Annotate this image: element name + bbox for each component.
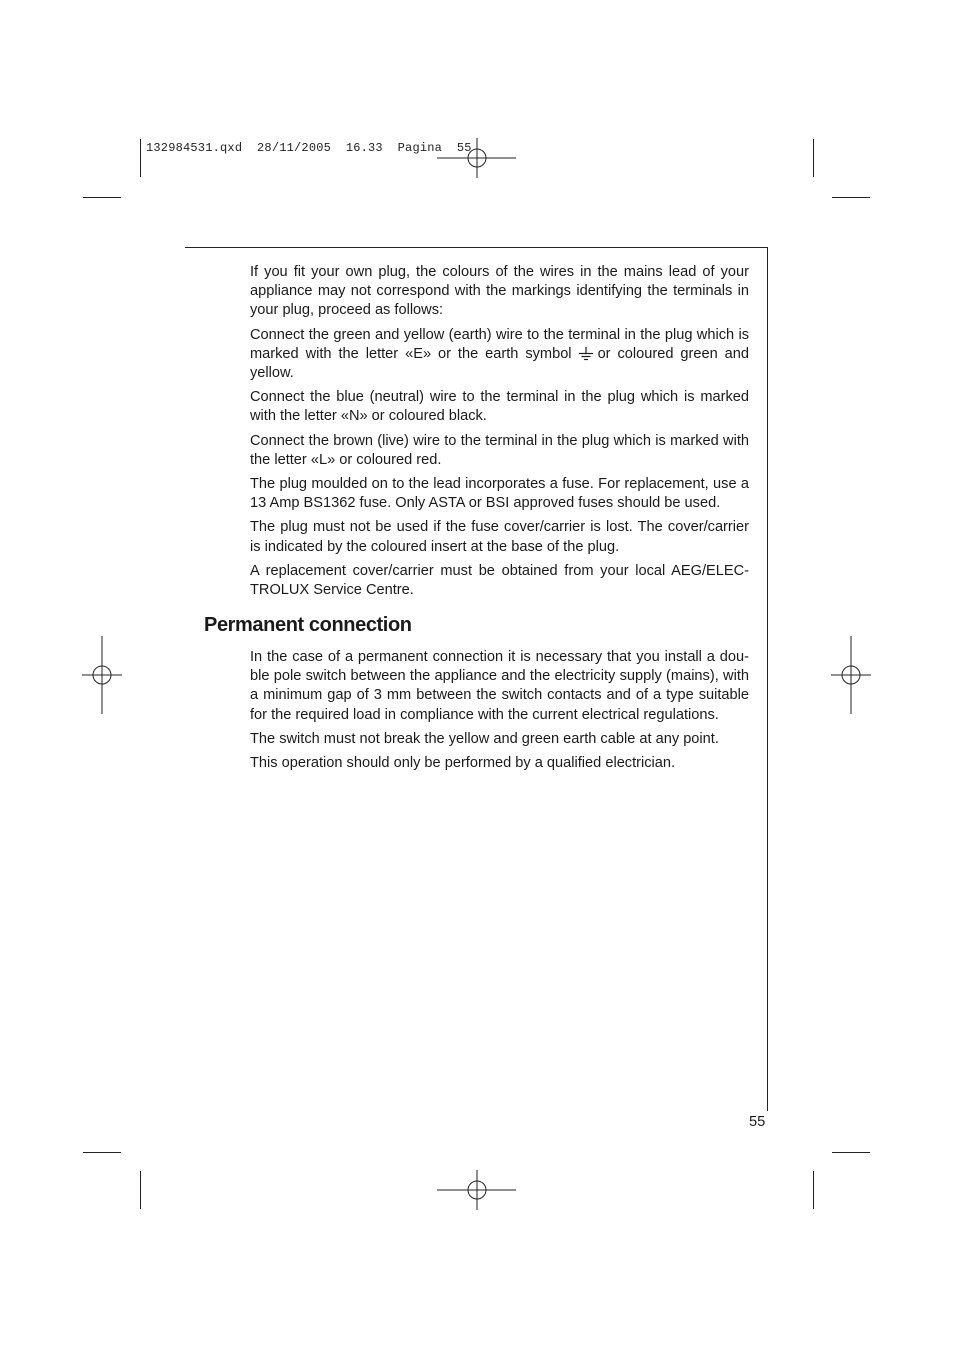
crop-mark [140, 139, 141, 177]
section-heading: Permanent connection [204, 614, 412, 636]
paragraph-earth [250, 326, 749, 384]
paragraph: The switch must not break the yellow and green earth cable at any point. [250, 730, 719, 747]
crop-mark [83, 197, 121, 198]
crop-mark [813, 1171, 814, 1209]
permanent-connection-text [250, 648, 749, 778]
paragraph: The plug must not be used if the fuse cover/carrier is lost. The cover/carrier is indicated by the coloured insert at the base of the plug. [250, 519, 749, 555]
frame-right-rule [767, 247, 768, 1111]
paragraph: In the case of a permanent connection it is necessary that you install a dou-ble pole switch between the appliance and the electricity supply (mains), with a minimum gap of 3 mm between the switch contacts and of a type suitable for the required load in compliance with the current electrical regulations. [250, 649, 749, 723]
frame-top-rule [185, 247, 768, 248]
registration-mark-icon [82, 636, 122, 714]
crop-mark [813, 139, 814, 177]
crop-mark [832, 1152, 870, 1153]
registration-mark-icon [437, 1170, 517, 1210]
page-number: 55 [749, 1114, 766, 1130]
paragraph-text: or coloured green and yellow. [250, 345, 749, 382]
registration-mark-icon [831, 636, 871, 714]
earth-symbol-icon [578, 347, 594, 361]
crop-mark [832, 197, 870, 198]
paragraph: Connect the blue (neutral) wire to the terminal in the plug which is marked with the letter «N» or coloured black. [250, 389, 749, 425]
paragraph: This operation should only be performed by a qualified electrician. [250, 755, 676, 772]
crop-mark [83, 1152, 121, 1153]
plug-instructions [250, 263, 749, 605]
paragraph: The plug moulded on to the lead incorporates a fuse. For replacement, use a 13 Amp BS1362 fuse. Only ASTA or BSI approved fuses should be used. [250, 476, 749, 512]
paragraph: If you fit your own plug, the colours of the wires in the mains lead of your appliance may not correspond with the markings identifying the terminals in your plug, proceed as follows: [250, 264, 749, 319]
paragraph-text: Connect the green and yellow (earth) wire to the terminal in the plug which is marked with the letter «E» or the earth symbol [250, 326, 749, 362]
paragraph: Connect the brown (live) wire to the terminal in the plug which is marked with the letter «L» or coloured red. [250, 432, 749, 468]
print-slug: 132984531.qxd 28/11/2005 16.33 Pagina 55 [146, 141, 472, 155]
crop-mark [140, 1171, 141, 1209]
registration-mark-icon [437, 138, 517, 178]
paragraph: A replacement cover/carrier must be obtained from your local AEG/ELEC-TROLUX Service Centre. [250, 562, 749, 599]
